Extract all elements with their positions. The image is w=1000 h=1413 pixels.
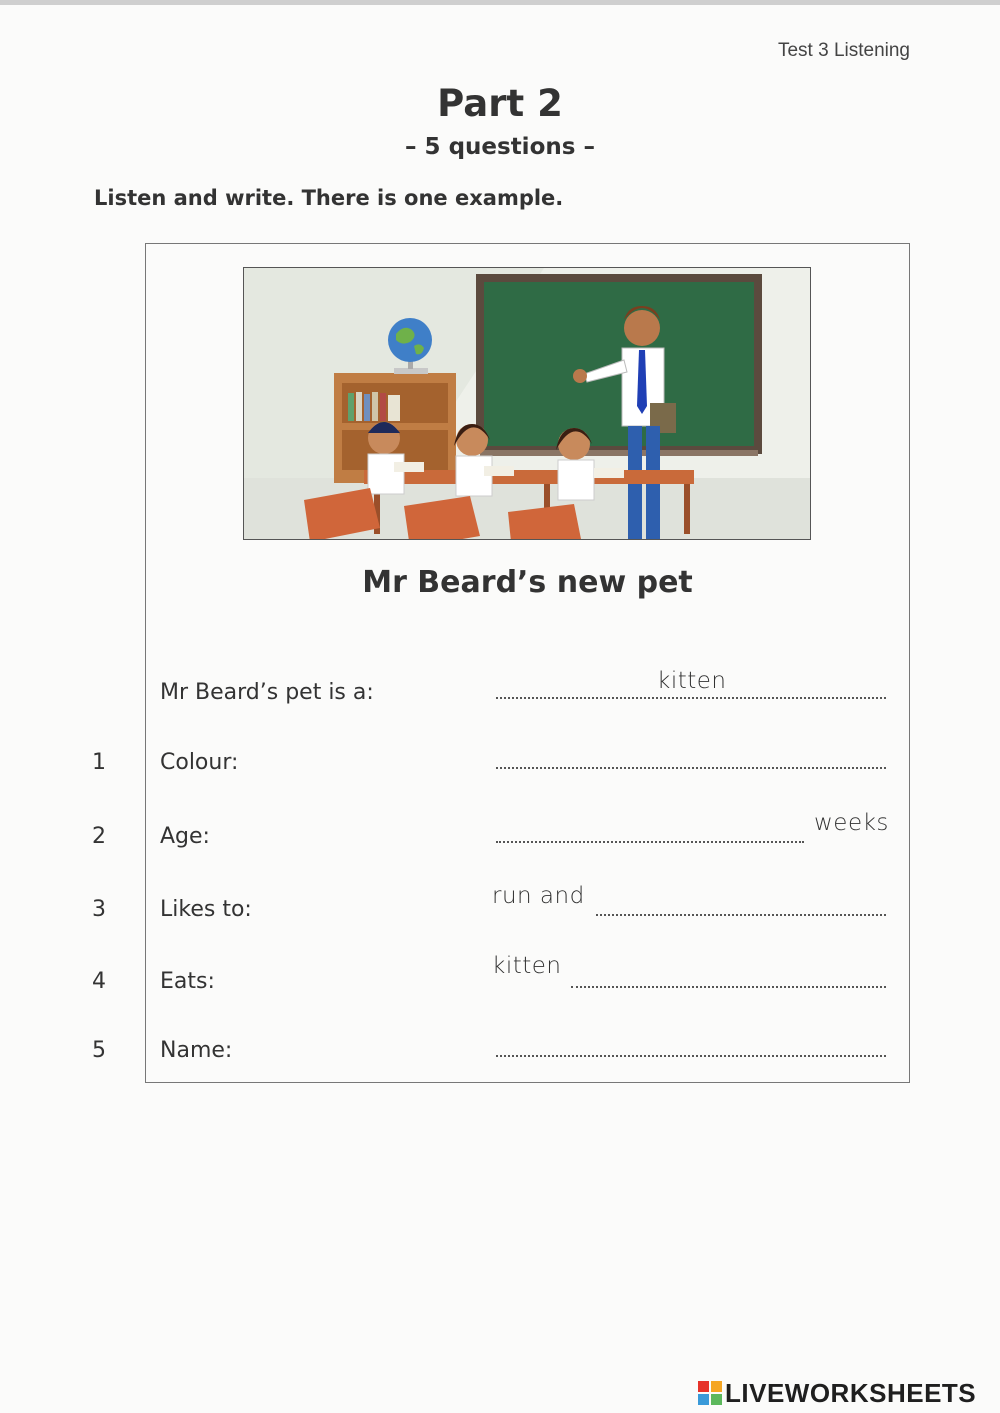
question-number: 5	[92, 1038, 106, 1063]
answer-field-name[interactable]	[496, 1054, 886, 1057]
question-row	[0, 883, 1000, 929]
answer-prefix: run and	[492, 883, 585, 909]
question-row	[0, 1030, 1000, 1070]
liveworksheets-logo-icon	[698, 1381, 722, 1405]
answer-suffix: weeks	[814, 810, 889, 836]
instruction-text: Listen and write. There is one example.	[94, 186, 564, 210]
question-row	[0, 742, 1000, 782]
example-label: Mr Beard’s pet is a:	[160, 680, 374, 705]
answer-field-eats[interactable]	[571, 985, 886, 988]
example-answer-line	[496, 696, 886, 699]
example-answer: kitten	[657, 668, 727, 694]
story-title: Mr Beard’s new pet	[362, 565, 693, 600]
question-number: 1	[92, 750, 106, 775]
liveworksheets-brand: LIVEWORKSHEETS	[725, 1377, 977, 1408]
question-label: Eats:	[160, 969, 215, 994]
classroom-illustration	[243, 267, 811, 540]
question-number: 4	[92, 969, 106, 994]
question-label: Name:	[160, 1038, 233, 1063]
example-row	[0, 668, 1000, 712]
question-label: Age:	[160, 824, 210, 849]
question-label: Colour:	[160, 750, 239, 775]
page-header: Test 3 Listening	[777, 40, 910, 61]
question-row	[0, 810, 1000, 856]
question-number: 2	[92, 824, 106, 849]
question-number: 3	[92, 897, 106, 922]
answer-field-age[interactable]	[496, 840, 804, 843]
answer-field-colour[interactable]	[496, 766, 886, 769]
part-title: Part 2	[437, 82, 563, 125]
page-top-edge	[0, 0, 1000, 5]
question-label: Likes to:	[160, 897, 252, 922]
part-subtitle: – 5 questions –	[405, 134, 595, 160]
question-row	[0, 953, 1000, 1001]
answer-field-likes[interactable]	[596, 913, 886, 916]
liveworksheets-logo	[698, 1378, 976, 1408]
answer-prefix: kitten	[492, 953, 562, 979]
